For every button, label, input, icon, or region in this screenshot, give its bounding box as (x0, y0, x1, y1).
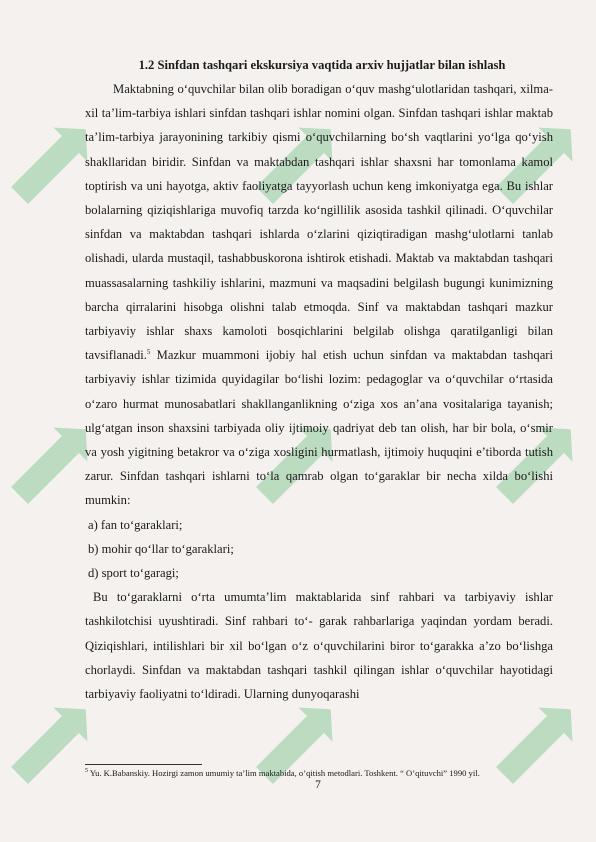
page-number: 7 (315, 779, 321, 791)
club-types-list (85, 513, 553, 586)
body-paragraph (85, 77, 553, 513)
paragraph-text: Maktabning o‘quvchilar bilan olib boradigan o‘quv mashg‘ulotlaridan tashqari, xilma-xil ta’lim-tarbiya ishlari sinfdan tashqari ishlar nomini olgan. Sinfdan tashqari ishlar maktab ta’lim-tarbiya jarayonining tarkibiy qismi o‘quvchilarning bo‘sh vaqtlarini yo‘lga qo‘yish shakllaridan biridir. Sinfdan va maktabdan tashqari ishlar shaxsni har tomonlama kamol toptirish va uni hayotga, aktiv faoliyatga tayyorlash uchun keng imkoniyatga ega. Bu ishlar bolalarning qiziqishlariga muvofiq tarzda ko‘ngillilik asosida tashkil qilinadi. O‘quvchilar sinfdan va maktabdan tashqari ishlarda o‘zlarini qiziqtiradigan mashg‘ulotlarni tanlab olishadi, ularda mustaqil, tashabbuskorona ishtirok etishadi. Maktab va maktabdan tashqari muassasalarning tashkiliy ishlarini, mazmuni va maqsadini belgilash bugungi kunimizning barcha qirralarini hisobga olishni talab etmoqda. Sinf va maktabdan tashqari mazkur tarbiyaviy ishlar shaxs kamoloti bosqichlarini belgilab olishga qaratilganligi bilan tavsiflanadi. (85, 82, 553, 363)
main-content (85, 56, 553, 706)
watermark-logo-icon (230, 690, 350, 810)
paragraph-text: Mazkur muammoni ijobiy hal etish uchun sinfdan va maktabdan tashqari tarbiyaviy ishlar tizimida quyidagilar bo‘lishi lozim: pedagoglar va o‘quvchilar o‘rtasida o‘zaro hurmat munosabatlari shakllanganlikning o‘ziga xos an’ana vositalariga tayanish; ulg‘atgan inson shaxsini tarbiyada oliy ijtimoiy qadriyat deb tan olish, har bir bola, o‘smir va yosh yigitning betakror va o‘ziga xosligini hurmatlash, ijtimoiy huquqini e’tiborda tutish zarur. Sinfdan tashqari ishlarni to‘la qamrab olgan to‘garaklar bir necha xilda bo‘lishi mumkin: (85, 348, 553, 508)
footnote-reference[interactable]: 5 (146, 348, 151, 357)
list-item: b) mohir qo‘llar to‘garaklari; (88, 541, 234, 556)
footnote-text: Yu. K.Babanskiy. Hozirgi zamon umumiy ta’lim maktabida, o’qitish metodlari. Toshkent. “ O’qituvchi” 1990 yil. (88, 767, 480, 778)
footnote (85, 766, 565, 779)
body-paragraph: Bu to‘garaklarni o‘rta umumta’lim maktablarida sinf rahbari va tarbiyaviy ishlar tashkilotchisi uyushtiradi. Sinf rahbari to‘- garak rahbarlariga yaqindan yordam beradi. Qiziqishlari, intilishlari bir xil bo‘lgan o‘z o‘quvchilarini biror to‘garakka a’zo bo‘lishga chorlaydi. Sinfdan va maktabdan tashqari tashkil qilingan ishlar o‘quvchilar hayotidagi tarbiyaviy faoliyatni to‘ldiradi. Ularning dunyoqarashi (85, 590, 553, 702)
watermark-logo-icon (0, 690, 105, 810)
watermark-logo-icon (470, 690, 590, 810)
footnote-divider (85, 764, 202, 765)
list-item: a) fan to‘garaklari; (88, 517, 183, 532)
footnote-number: 5 (85, 768, 88, 774)
section-heading: 1.2 Sinfdan tashqari ekskursiya vaqtida arxiv hujjatlar bilan ishlash (138, 58, 506, 72)
list-item: d) sport to‘garagi; (88, 566, 179, 581)
